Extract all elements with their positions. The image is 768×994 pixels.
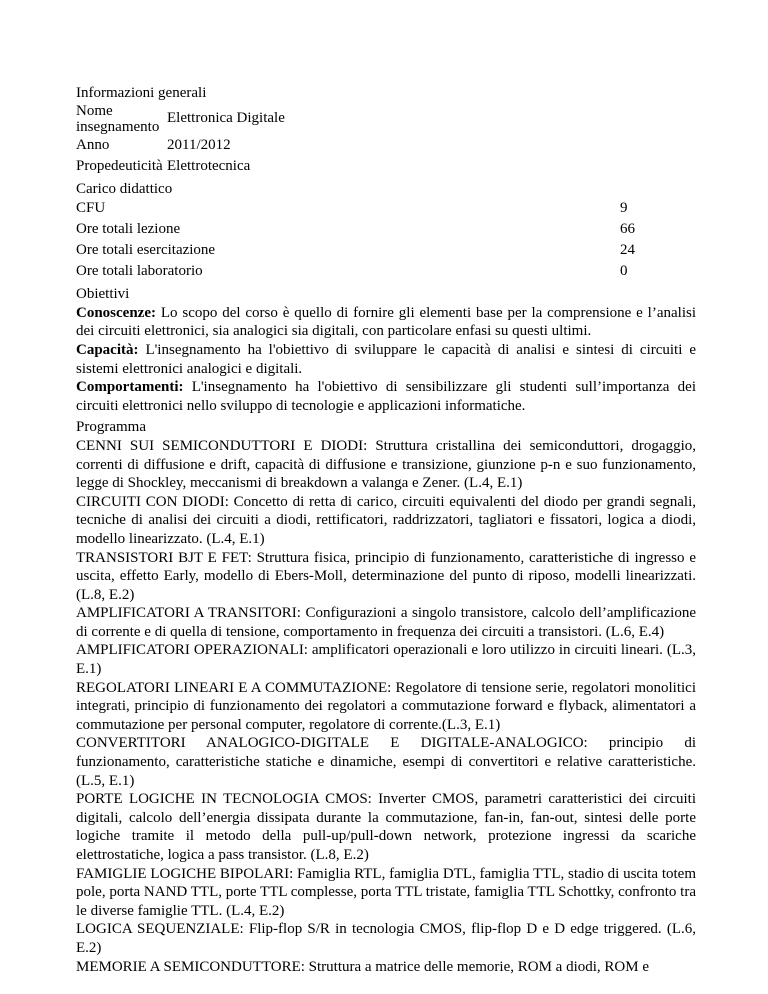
objective-text: Lo scopo del corso è quello di fornire gli elementi base per la comprensione e l’analisi dei circuiti elettronici, sia analogici sia digitali, con particolare enfasi su questi ultimi. xyxy=(76,304,696,340)
load-label: CFU xyxy=(76,200,106,217)
info-label: Propedeuticità xyxy=(76,157,163,174)
program-item: TRANSISTORI BJT E FET: Struttura fisica, principio di funzionamento, caratteristiche di ingresso e uscita, effetto Early, modello di Ebers-Moll, determinazione del punto di riposo, modelli linearizzati. (L.8, E.2) xyxy=(76,549,696,603)
objective-capacity xyxy=(76,341,696,378)
info-label: Nome insegnamento xyxy=(76,102,160,135)
objective-text: L'insegnamento ha l'obiettivo di sviluppare le capacità di analisi e sintesi di circuiti e sistemi elettronici analogici e digitali. xyxy=(76,341,696,377)
objective-label: Conoscenze: xyxy=(76,304,156,321)
info-value: 2011/2012 xyxy=(167,136,231,153)
load-value: 24 xyxy=(620,242,635,259)
objective-label: Capacità: xyxy=(76,341,139,358)
load-value: 66 xyxy=(620,221,635,238)
program-item: CIRCUITI CON DIODI: Concetto di retta di carico, circuiti equivalenti del diodo per grandi segnali, tecniche di analisi dei circuiti a diodi, rettificatori, raddrizzatori, tagliatori e fissatori, logica a diodi, modello linearizzato. (L.4, E.1) xyxy=(76,493,696,547)
general-info-table xyxy=(76,103,285,177)
load-label: Ore totali laboratorio xyxy=(76,263,203,280)
program-item: LOGICA SEQUENZIALE: Flip-flop S/R in tecnologia CMOS, flip-flop D e D edge triggered. (L.6, E.2) xyxy=(76,921,696,956)
load-label: Ore totali lezione xyxy=(76,221,181,238)
objective-label: Comportamenti: xyxy=(76,379,184,396)
program-item: AMPLIFICATORI OPERAZIONALI: amplificatori operazionali e loro utilizzo in circuiti lineari. (L.3, E.1) xyxy=(76,642,696,678)
program-item: MEMORIE A SEMICONDUTTORE: Struttura a matrice delle memorie, ROM a diodi, ROM e xyxy=(76,958,649,975)
program-heading: Programma xyxy=(76,419,146,436)
program-item: CENNI SUI SEMICONDUTTORI E DIODI: Struttura cristallina dei semiconduttori, drogaggio, correnti di diffusione e drift, capacità di diffusione e transizione, giunzione p-n e suo funzionamento, legge di Shockley, meccanismi di breakdown a valanga e Zener. (L.4, E.1) xyxy=(76,437,696,492)
general-info-heading: Informazioni generali xyxy=(76,85,207,101)
load-row-laboratorio xyxy=(76,261,696,282)
load-table xyxy=(76,198,696,282)
program-item: AMPLIFICATORI A TRANSITORI: Configurazioni a singolo transistore, calcolo dell’amplificazione di corrente e di quella di tensione, comportamento in frequenza dei circuiti a transistori. (L.6, E.4) xyxy=(76,605,696,640)
load-value: 9 xyxy=(620,200,628,217)
objective-behaviour xyxy=(76,378,696,415)
info-row-prereq xyxy=(76,156,285,177)
load-value: 0 xyxy=(620,263,628,280)
program-item: FAMIGLIE LOGICHE BIPOLARI: Famiglia RTL, famiglia DTL, famiglia TTL, stadio di uscita totem pole, porta NAND TTL, porte TTL complesse, porta TTL tristate, famiglia TTL Schottky, confronto tra le diverse famiglie TTL. (L.4, E.2) xyxy=(76,865,696,919)
load-label: Ore totali esercitazione xyxy=(76,242,216,259)
document-page xyxy=(76,82,696,976)
load-row-esercitazione xyxy=(76,240,696,261)
load-row-lezione xyxy=(76,219,696,240)
program-item: REGOLATORI LINEARI E A COMMUTAZIONE: Regolatore di tensione serie, regolatori monolitici integrati, principio di funzionamento dei regolatori a commutazione forward e flyback, alimentatori a commutazione per personal computer, regolatore di corrente.(L.3, E.1) xyxy=(76,679,696,733)
objective-text: L'insegnamento ha l'obiettivo di sensibilizzare gli studenti sull’importanza dei circuiti elettronici nello sviluppo di tecnologie e applicazioni informatiche. xyxy=(76,379,696,414)
info-row-year xyxy=(76,135,285,156)
program-item: CONVERTITORI ANALOGICO-DIGITALE E DIGITALE-ANALOGICO: principio di funzionamento, caratteristiche statiche e dinamiche, esempi di convertitori e relative caratteristiche. (L.5, E.1) xyxy=(76,735,696,789)
info-value: Elettrotecnica xyxy=(167,157,251,174)
load-row-cfu xyxy=(76,198,696,219)
info-row-name xyxy=(76,103,285,135)
load-heading: Carico didattico xyxy=(76,180,173,197)
objectives-heading: Obiettivi xyxy=(76,286,130,303)
program-item: PORTE LOGICHE IN TECNOLOGIA CMOS: Inverter CMOS, parametri caratteristici dei circuiti digitali, calcolo dell’energia dissipata durante la commutazione, fan-in, fan-out, sintesi delle porte logiche tramite il metodo della pull-up/pull-down network, protezione ingressi da scariche elettrostatiche, logica a pass transistor. (L.8, E.2) xyxy=(76,791,696,863)
info-value: Elettronica Digitale xyxy=(167,110,285,127)
info-label: Anno xyxy=(76,136,110,153)
objective-knowledge xyxy=(76,304,696,341)
